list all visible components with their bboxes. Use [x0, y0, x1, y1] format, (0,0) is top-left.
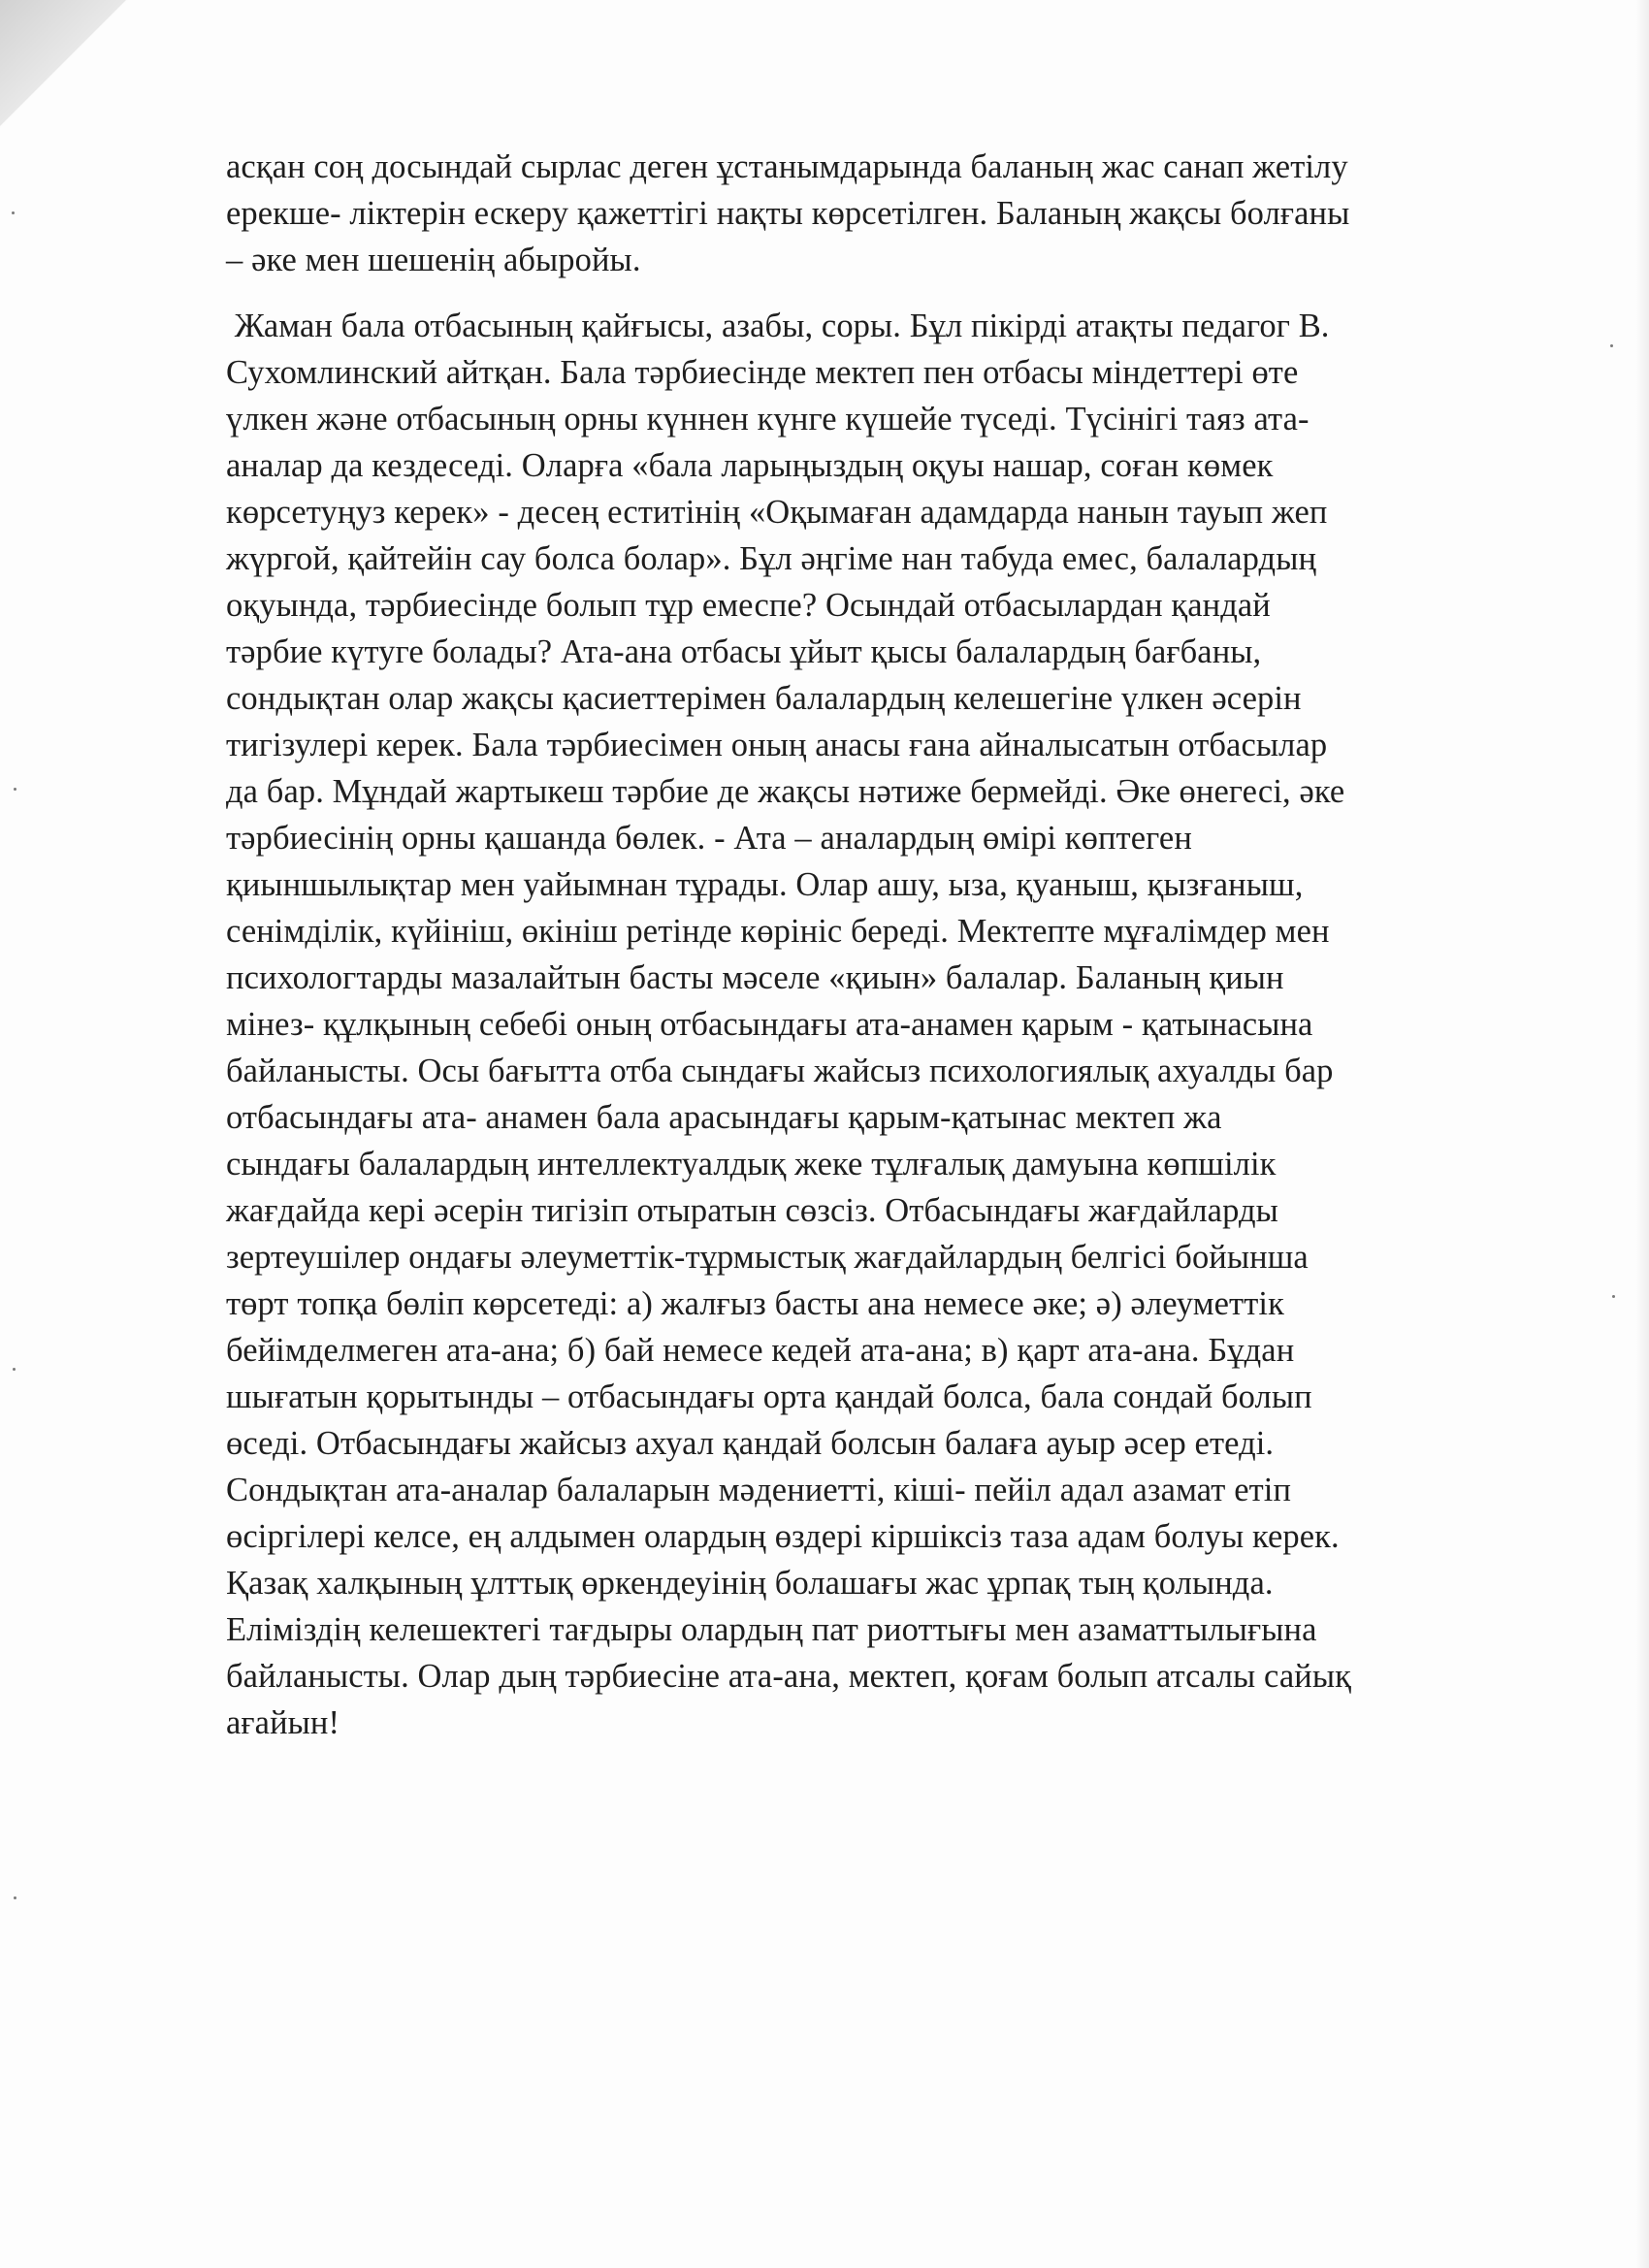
text-line: – әке мен шешенің абыройы.: [226, 242, 641, 278]
text-line: оқуында, тәрбиесінде болып тұр емеспе? Осындай отбасылардан қандай: [226, 587, 1271, 624]
text-line: ерекше- ліктерін ескеру қажеттігі нақты көрсетілген. Баланың жақсы болғаны: [226, 195, 1350, 232]
text-line: өседі. Отбасындағы жайсыз ахуал қандай болсын балаға ауыр әсер етеді.: [226, 1425, 1275, 1462]
text-line: сындағы балалардың интеллектуалдық жеке тұлғалық дамуына көпшілік: [226, 1146, 1277, 1183]
scan-speck: [1612, 1295, 1615, 1298]
text-line: шығатын қорытынды – отбасындағы орта қандай болса, бала сондай болып: [226, 1378, 1312, 1415]
folded-corner: [0, 0, 126, 126]
text-line: Сондықтан ата-аналар балаларын мәдениетті, кіші- пейіл адал азамат етіп: [226, 1472, 1292, 1508]
text-line: жүргой, қайтейін сау болса болар». Бұл әңгіме нан табуда емес, балалардың: [226, 540, 1317, 577]
paragraph-1: [226, 144, 1487, 283]
text-line: көрсетуңуз керек» - десең еститінің «Оқымаған адамдарда нанын тауып жеп: [226, 494, 1328, 531]
text-line: мінез- құлқының себебі оның отбасындағы ата-анамен қарым - қатынасына: [226, 1006, 1313, 1043]
scan-speck: [14, 1896, 16, 1899]
text-line: байланысты. Олар дың тәрбиесіне ата-ана, мектеп, қоғам болып атсалы сайық: [226, 1658, 1352, 1695]
text-line: аналар да кездеседі. Оларға «бала ларыңыздың оқуы нашар, соған көмек: [226, 447, 1274, 484]
scan-speck: [13, 1368, 16, 1371]
page-edge-shadow: [1635, 0, 1649, 2268]
text-line: асқан соң досындай сырлас деген ұстанымдарында баланың жас санап жетілу: [226, 148, 1348, 185]
text-line: Сухомлинский айтқан. Бала тәрбиесінде мектеп пен отбасы міндеттері өте: [226, 354, 1299, 391]
text-line: тигізулері керек. Бала тәрбиесімен оның анасы ғана айналысатын отбасылар: [226, 727, 1328, 763]
text-line: ағайын!: [226, 1704, 340, 1741]
text-line: Жаман бала отбасының қайғысы, азабы, соры. Бұл пікірді атақты педагог В.: [226, 308, 1330, 344]
text-line: қиыншылықтар мен уайымнан тұрады. Олар ашу, ыза, қуаныш, қызғаныш,: [226, 866, 1304, 903]
paragraph-2: [226, 303, 1487, 1746]
text-line: тәрбиесінің орны қашанда бөлек. - Ата – аналардың өмірі көптеген: [226, 820, 1192, 857]
text-line: төрт топқа бөліп көрсетеді: а) жалғыз басты ана немесе әке; ә) әлеуметтік: [226, 1285, 1284, 1322]
text-line: Қазақ халқының ұлттық өркендеуінің болашағы жас ұрпақ тың қолында.: [226, 1565, 1274, 1602]
text-line: да бар. Мұндай жартыкеш тәрбие де жақсы нәтиже бермейді. Әке өнегесі, әке: [226, 773, 1345, 810]
text-line: байланысты. Осы бағытта отба сындағы жайсыз психологиялық ахуалды бар: [226, 1053, 1334, 1089]
scan-speck: [12, 211, 15, 214]
body-text: [226, 144, 1487, 1766]
text-line: отбасындағы ата- анамен бала арасындағы қарым-қатынас мектеп жа: [226, 1099, 1222, 1136]
text-line: бейімделмеген ата-ана; б) бай немесе кедей ата-ана; в) қарт ата-ана. Бұдан: [226, 1332, 1295, 1369]
text-line: тәрбие күтуге болады? Ата-ана отбасы ұйыт қысы балалардың бағбаны,: [226, 633, 1262, 670]
text-line: үлкен және отбасының орны күннен күнге күшейе түседі. Түсінігі таяз ата-: [226, 401, 1310, 437]
text-line: сенімділік, күйініш, өкініш ретінде көрініс береді. Мектепте мұғалімдер мен: [226, 913, 1330, 950]
scan-speck: [14, 788, 16, 791]
text-line: психологтарды мазалайтын басты мәселе «қиын» балалар. Баланың қиын: [226, 959, 1284, 996]
scan-speck: [1610, 344, 1613, 347]
text-line: сондықтан олар жақсы қасиеттерімен балалардың келешегіне үлкен әсерін: [226, 680, 1302, 717]
text-line: Еліміздің келешектегі тағдыры олардың пат риоттығы мен азаматтылығына: [226, 1611, 1317, 1648]
text-line: зертеушілер ондағы әлеуметтік-тұрмыстық жағдайлардың белгісі бойынша: [226, 1239, 1309, 1276]
text-line: өсіргілері келсе, ең алдымен олардың өздері кіршіксіз таза адам болуы керек.: [226, 1518, 1340, 1555]
text-line: жағдайда кері әсерін тигізіп отыратын сөзсіз. Отбасындағы жағдайларды: [226, 1192, 1278, 1229]
